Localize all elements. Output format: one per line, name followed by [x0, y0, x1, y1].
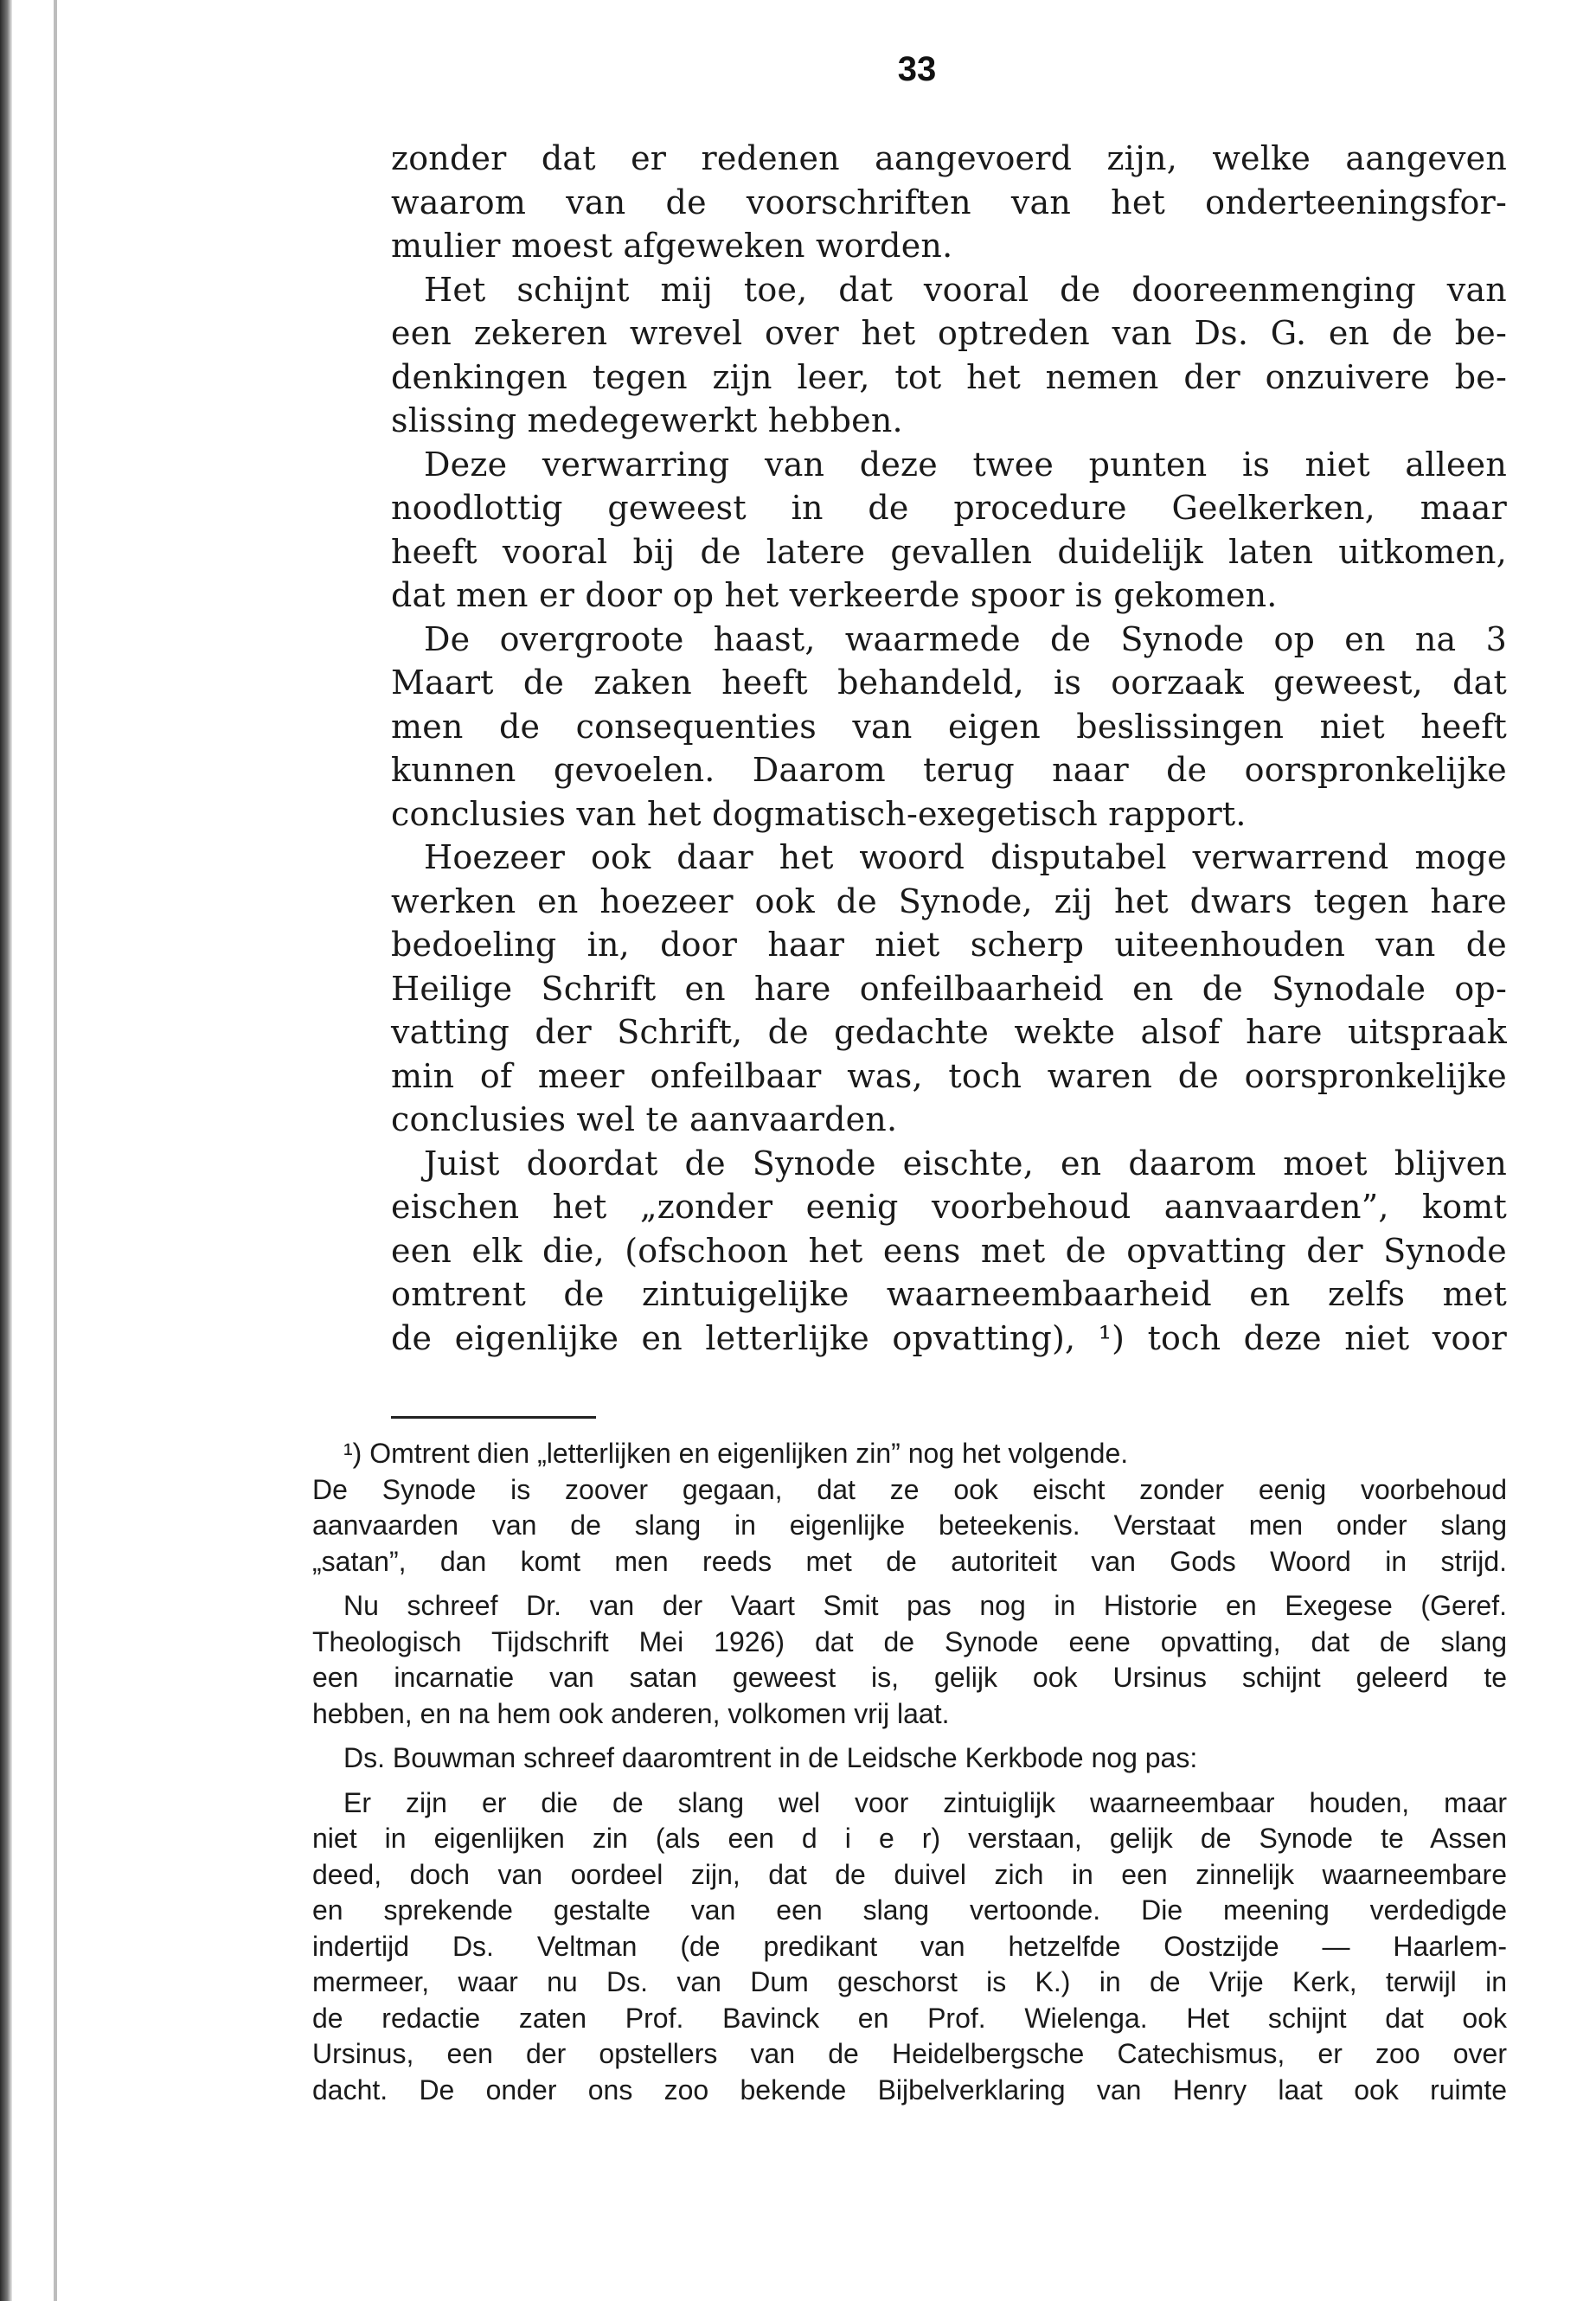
- text-line: slissing medegewerkt hebben.: [391, 401, 903, 439]
- footnote-line: ¹) Omtrent dien „letterlijken en eigenlijken zin” nog het volgende.: [343, 1438, 1129, 1469]
- footnote-line: de redactie zaten Prof. Bavinck en Prof. Wielenga. Het schijnt dat ook: [312, 2002, 1507, 2034]
- text-line: noodlottig geweest in de procedure Geelkerken, maar: [391, 489, 1507, 527]
- text-line: Juist doordat de Synode eischte, en daarom moet blijven: [424, 1144, 1507, 1183]
- text-line: dat men er door op het verkeerde spoor is gekomen.: [391, 576, 1278, 614]
- text-line: een zekeren wrevel over het optreden van Ds. G. en de be-: [391, 314, 1507, 352]
- footnote-line: deed, doch van oordeel zijn, dat de duivel zich in een zinnelijk waarneembare: [312, 1858, 1507, 1890]
- footnote-line: De Synode is zoover gegaan, dat ze ook eischt zonder eenig voorbehoud: [312, 1473, 1507, 1505]
- footnote-line: Theologisch Tijdschrift Mei 1926) dat de Synode eene opvatting, dat de slang: [312, 1625, 1507, 1657]
- text-line: Heilige Schrift en hare onfeilbaarheid en de Synodale op-: [391, 969, 1507, 1008]
- footnote-line: Er zijn er die de slang wel voor zintuiglijk waarneembaar houden, maar: [343, 1786, 1507, 1818]
- text-line: heeft vooral bij de latere gevallen duidelijk laten uitkomen,: [391, 532, 1507, 571]
- text-line: een elk die, (ofschoon het eens met de opvatting der Synode: [391, 1231, 1507, 1270]
- text-line: vatting der Schrift, de gedachte wekte alsof hare uitspraak: [391, 1013, 1507, 1051]
- scan-left-edge: [0, 0, 12, 2301]
- footnote-line: hebben, en na hem ook anderen, volkomen vrij laat.: [312, 1697, 950, 1729]
- text-line: kunnen gevoelen. Daarom terug naar de oorspronkelijke: [391, 751, 1507, 789]
- footnotes-section: [312, 1436, 1507, 2108]
- page-number: 33: [897, 50, 937, 88]
- text-line: denkingen tegen zijn leer, tot het nemen der onzuivere be-: [391, 357, 1507, 396]
- footnote-line: aanvaarden van de slang in eigenlijke beteekenis. Verstaat men onder slang: [312, 1509, 1507, 1541]
- footnote-line: en sprekende gestalte van een slang vertoonde. Die meening verdedigde: [312, 1894, 1507, 1926]
- footnote-line: dacht. De onder ons zoo bekende Bijbelverklaring van Henry laat ook ruimte: [312, 2073, 1507, 2106]
- footnote-line: indertijd Ds. Veltman (de predikant van hetzelfde Oostzijde — Haarlem-: [312, 1930, 1507, 1962]
- footnote-line: Ds. Bouwman schreef daaromtrent in de Leidsche Kerkbode nog pas:: [343, 1742, 1198, 1773]
- text-line: De overgroote haast, waarmede de Synode op en na 3: [424, 619, 1507, 658]
- text-line: men de consequenties van eigen beslissingen niet heeft: [391, 707, 1507, 746]
- text-line: min of meer onfeilbaar was, toch waren de oorspronkelijke: [391, 1056, 1507, 1095]
- footnote-line: niet in eigenlijken zin (als een d i e r) verstaan, gelijk de Synode te Assen: [312, 1823, 1507, 1854]
- text-line: conclusies van het dogmatisch-exegetisch rapport.: [391, 794, 1247, 833]
- footnote-line: mermeer, waar nu Ds. van Dum geschorst is K.) in de Vrije Kerk, terwijl in: [312, 1966, 1507, 1997]
- footnote-line: Ursinus, een der opstellers van de Heidelbergsche Catechismus, er zoo over: [312, 2038, 1507, 2069]
- footnote-line: „satan”, dan komt men reeds met de autoriteit van Gods Woord in strijd.: [312, 1545, 1507, 1577]
- text-line: conclusies wel te aanvaarden.: [391, 1100, 898, 1138]
- footnote-separator: [391, 1416, 596, 1419]
- scan-binding-line: [54, 0, 57, 2301]
- text-line: zonder dat er redenen aangevoerd zijn, welke aangeven: [391, 139, 1507, 177]
- text-line: Deze verwarring van deze twee punten is niet alleen: [424, 445, 1507, 484]
- footnote-line: een incarnatie van satan geweest is, gelijk ook Ursinus schijnt geleerd te: [312, 1662, 1507, 1693]
- text-line: eischen het „zonder eenig voorbehoud aanvaarden”, komt: [391, 1188, 1507, 1226]
- main-text-body: [391, 137, 1507, 1360]
- footnote-line: Nu schreef Dr. van der Vaart Smit pas nog in Historie en Exegese (Geref.: [343, 1590, 1507, 1621]
- text-line: omtrent de zintuigelijke waarneembaarheid en zelfs met: [391, 1275, 1507, 1313]
- text-line: Het schijnt mij toe, dat vooral de dooreenmenging van: [424, 270, 1507, 309]
- text-line: de eigenlijke en letterlijke opvatting), ¹) toch deze niet voor: [391, 1318, 1507, 1357]
- text-line: mulier moest afgeweken worden.: [391, 227, 953, 265]
- text-line: Maart de zaken heeft behandeld, is oorzaak geweest, dat: [391, 663, 1507, 702]
- text-line: bedoeling in, door haar niet scherp uiteenhouden van de: [391, 926, 1507, 964]
- text-line: werken en hoezeer ook de Synode, zij het dwars tegen hare: [391, 881, 1507, 920]
- text-line: Hoezeer ook daar het woord disputabel verwarrend moge: [424, 838, 1507, 876]
- text-line: waarom van de voorschriften van het onderteeningsfor-: [391, 183, 1507, 221]
